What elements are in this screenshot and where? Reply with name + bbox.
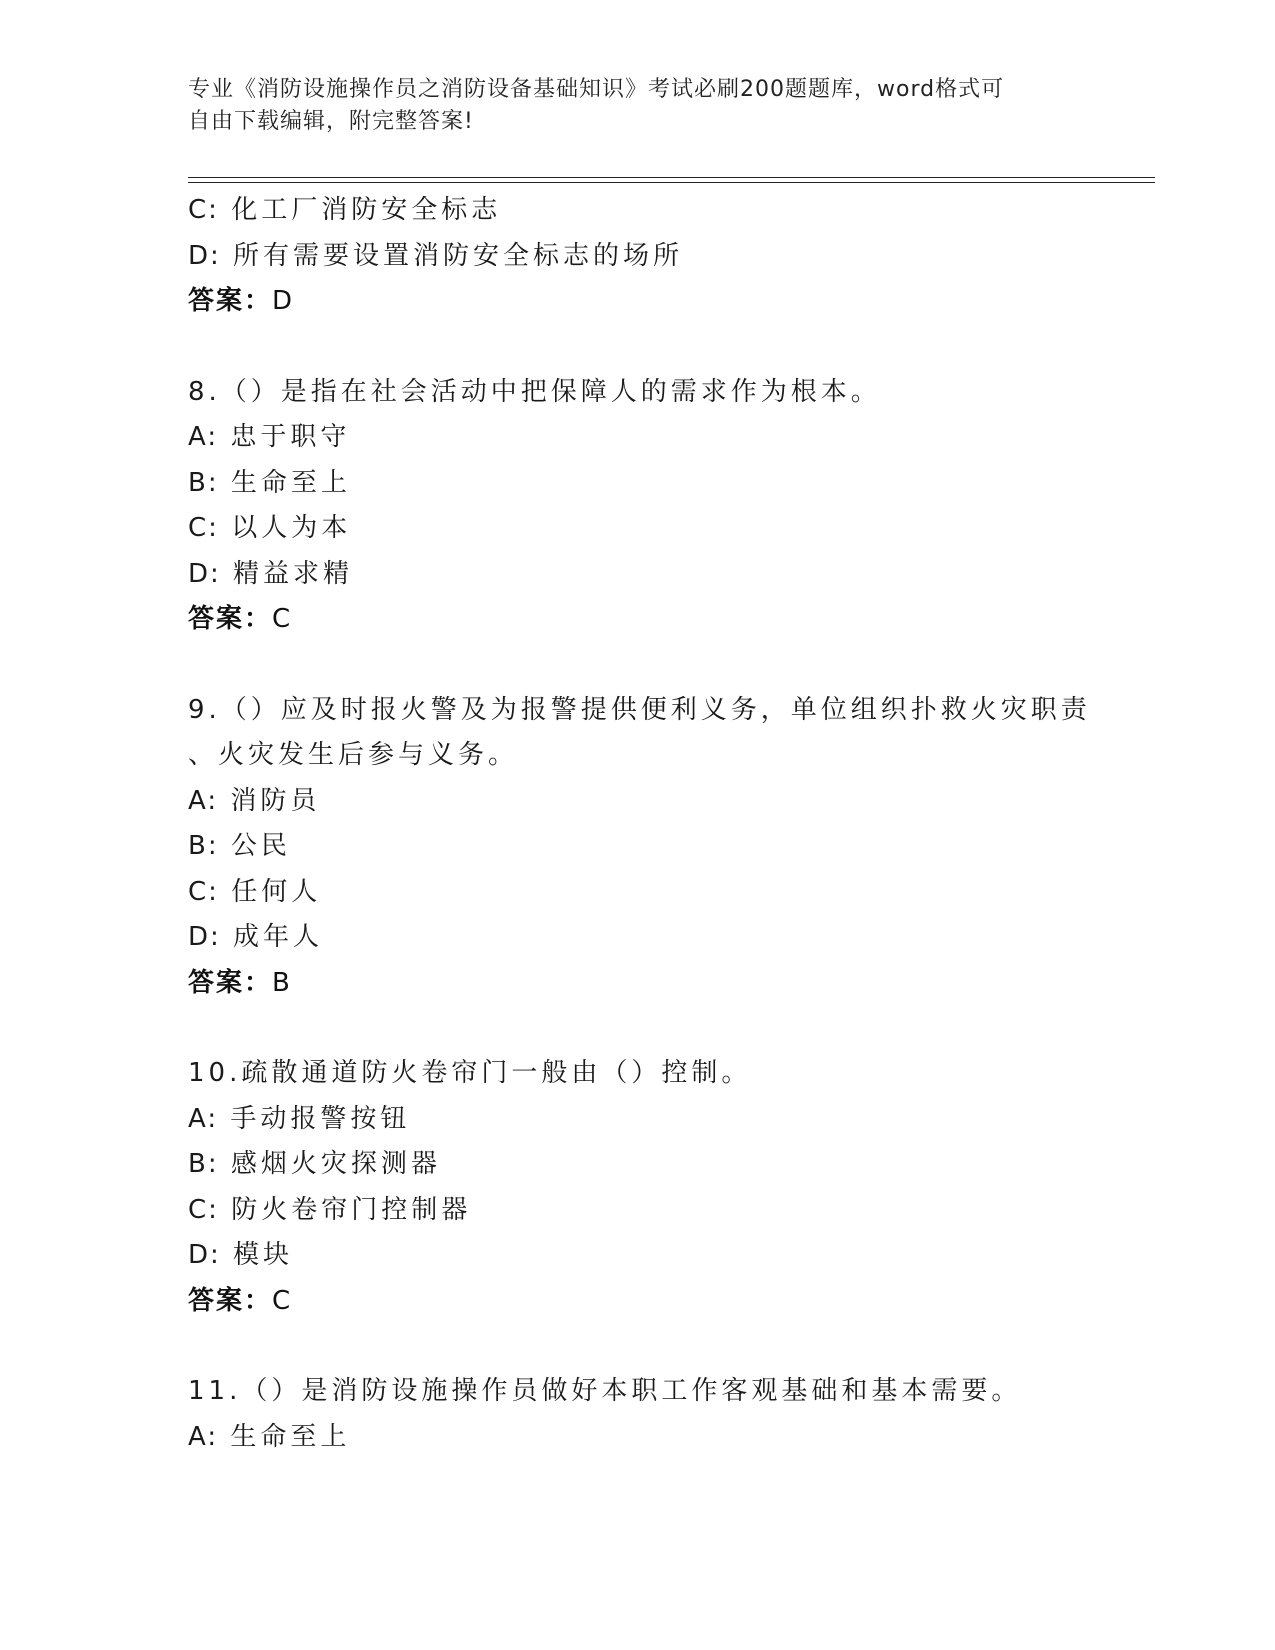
question-block-10: [188, 1051, 1088, 1324]
header-divider-top: [188, 177, 1155, 178]
option-letter: D:: [188, 558, 221, 589]
option-text: 忠于职守: [230, 422, 351, 452]
option-letter: A:: [188, 1103, 219, 1134]
option-letter: A:: [188, 422, 219, 452]
option-letter: B:: [188, 467, 219, 498]
option-text: 生命至上: [230, 467, 351, 498]
option-b: [188, 824, 1088, 870]
option-letter: B:: [188, 1149, 219, 1179]
option-text: 手动报警按钮: [230, 1103, 411, 1134]
answer-value: C: [272, 604, 293, 634]
option-letter: A:: [188, 1421, 219, 1452]
header-line-1: 专业《消防设施操作员之消防设备基础知识》考试必刷200题题库，word格式可: [188, 77, 1005, 102]
answer-line: [188, 961, 1088, 1007]
answer-value: C: [272, 1285, 293, 1316]
question-stem: 11.（）是消防设施操作员做好本职工作客观基础和基本需要。: [188, 1376, 1022, 1406]
option-letter: C:: [188, 876, 219, 907]
option-text: 化工厂消防安全标志: [231, 195, 502, 225]
option-a: [188, 779, 1088, 825]
option-text: 所有需要设置消防安全标志的场所: [233, 240, 684, 271]
question-block-continued: [188, 188, 1088, 325]
option-letter: D:: [188, 922, 221, 952]
answer-label: 答案：: [188, 604, 273, 634]
document-header: [188, 74, 1068, 138]
option-letter: C:: [188, 1194, 219, 1225]
option-c: [188, 870, 1088, 916]
question-stem: 10.疏散通道防火卷帘门一般由（）控制。: [188, 1058, 752, 1088]
option-text: 感烟火灾探测器: [230, 1149, 441, 1179]
option-d: [188, 552, 1088, 598]
header-line-2: 自由下载编辑，附完整答案!: [188, 109, 474, 134]
answer-line: [188, 597, 1088, 643]
answer-value: D: [272, 286, 295, 316]
answer-label: 答案：: [188, 1285, 273, 1316]
question-stem-continued: 、火灾发生后参与义务。: [188, 740, 519, 770]
answer-line: [188, 279, 1088, 325]
question-stem: 8.（）是指在社会活动中把保障人的需求作为根本。: [188, 376, 881, 407]
option-d: [188, 1233, 1088, 1279]
option-text: 任何人: [231, 876, 322, 907]
question-block-8: [188, 370, 1088, 643]
header-divider-bottom: [188, 182, 1155, 183]
option-text: 以人为本: [231, 513, 352, 543]
option-letter: A:: [188, 785, 219, 816]
answer-label: 答案：: [188, 967, 273, 998]
option-letter: C:: [188, 195, 219, 225]
option-c: [188, 1188, 1088, 1234]
option-d: [188, 915, 1088, 961]
option-c: [188, 188, 1088, 234]
option-a: [188, 1097, 1088, 1143]
option-text: 精益求精: [233, 558, 354, 589]
option-a: [188, 415, 1088, 461]
option-text: 模块: [233, 1240, 294, 1270]
answer-label: 答案：: [188, 286, 273, 316]
option-a: [188, 1415, 1088, 1461]
answer-value: B: [272, 967, 292, 998]
option-letter: D:: [188, 1240, 221, 1270]
option-b: [188, 1142, 1088, 1188]
question-block-9: [188, 688, 1091, 1007]
option-letter: D:: [188, 240, 221, 271]
option-c: [188, 506, 1088, 552]
option-letter: C:: [188, 513, 219, 543]
option-text: 生命至上: [230, 1421, 351, 1452]
option-d: [188, 234, 1088, 280]
option-text: 防火卷帘门控制器: [231, 1194, 472, 1225]
answer-line: [188, 1279, 1088, 1325]
question-list: [188, 188, 1091, 1460]
option-text: 成年人: [233, 922, 324, 952]
option-text: 消防员: [230, 785, 321, 816]
option-text: 公民: [230, 831, 291, 861]
question-stem: 9.（）应及时报火警及为报警提供便利义务，单位组织扑救火灾职责: [188, 694, 1091, 725]
option-b: [188, 461, 1088, 507]
option-letter: B:: [188, 831, 219, 861]
question-block-11: [188, 1369, 1088, 1460]
